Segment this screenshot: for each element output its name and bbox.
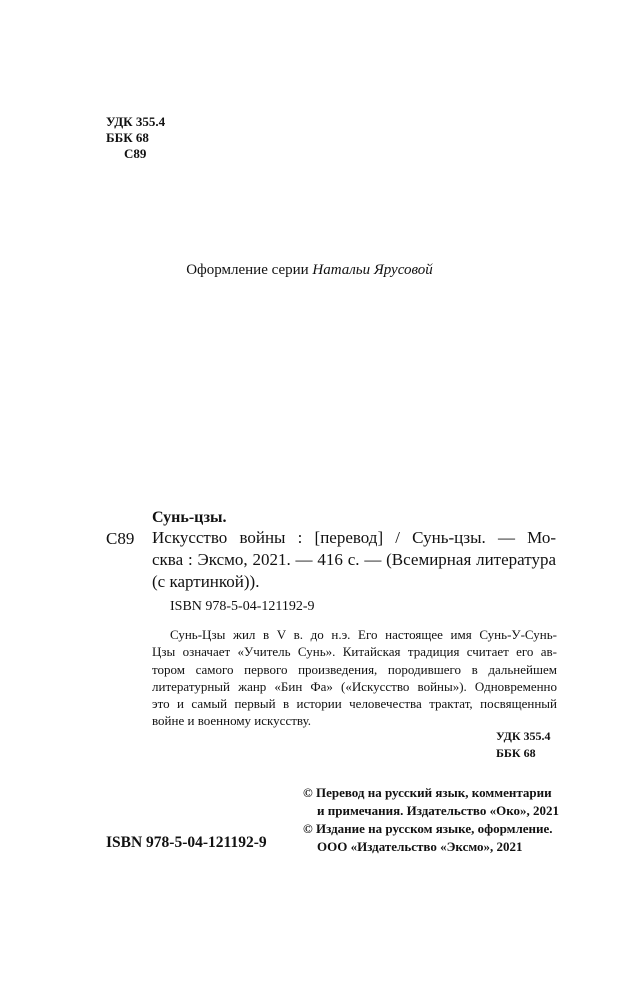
bottom-udk-code: УДК 355.4 [496, 729, 551, 743]
copyright-line: © Перевод на русский язык, комментарии [303, 785, 552, 800]
annotation-line: Цзы означает «Учитель Сунь». Китайская традиция считает его ав- [152, 644, 557, 660]
record-isbn: ISBN 978-5-04-121192-9 [170, 599, 315, 614]
annotation-line: Сунь-Цзы жил в V в. до н.э. Его настоящее имя Сунь-У-Сунь- [170, 627, 557, 642]
record-description [152, 527, 556, 593]
bottom-bbk-code: ББК 68 [496, 746, 536, 760]
top-udk-code: УДК 355.4 [106, 114, 166, 129]
annotation-line: это и самый первый в истории человечества трактат, посвященный [152, 696, 557, 712]
record-line: (с картинкой)). [152, 572, 260, 591]
copyright-line: ООО «Издательство «Эксмо», 2021 [317, 839, 523, 854]
top-author-mark: С89 [124, 146, 147, 161]
series-design-prefix: Оформление серии [186, 262, 313, 278]
record-author: Сунь-цзы. [152, 509, 227, 526]
record-author-mark: С89 [106, 529, 135, 548]
record-line: Искусство войны : [перевод] / Сунь-цзы. — Мо- [152, 528, 556, 547]
annotation-line: литературный жанр «Бин Фа» («Искусство войны»). Одновременно [152, 678, 557, 694]
copyright-block [303, 784, 559, 856]
annotation-line: тором самого первого произведения, породившего в дальнейшем [152, 661, 557, 677]
main-isbn: ISBN 978-5-04-121192-9 [106, 834, 267, 851]
copyright-line: © Издание на русском языке, оформление. [303, 821, 553, 836]
annotation-line: войне и военному искусству. [152, 713, 312, 729]
top-bbk-code: ББК 68 [106, 130, 149, 145]
copyright-line: и примечания. Издательство «Око», 2021 [317, 803, 560, 818]
series-designer-name: Натальи Ярусовой [312, 262, 433, 278]
record-line: сква : Эксмо, 2021. — 416 с. — (Всемирная литература [152, 550, 556, 569]
series-design-credit [0, 262, 619, 279]
annotation-paragraph [152, 626, 557, 730]
